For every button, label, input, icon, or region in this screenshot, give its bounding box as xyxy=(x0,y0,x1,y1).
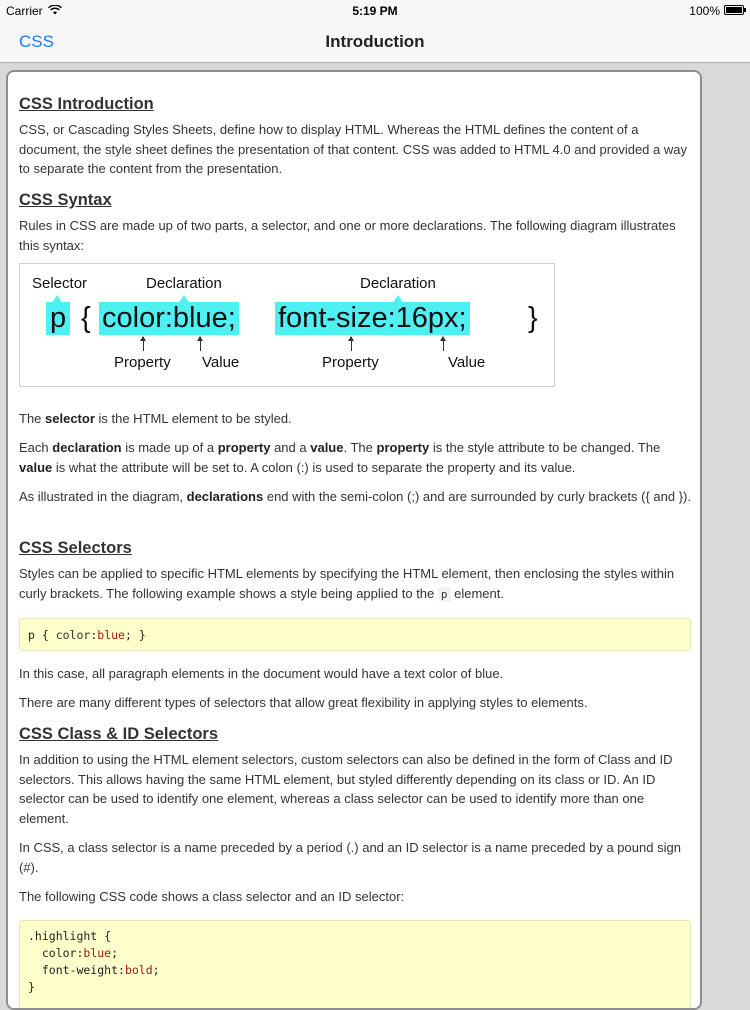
heading-css-selectors: CSS Selectors xyxy=(19,539,132,557)
code-line: color:blue; xyxy=(28,946,119,960)
intro-paragraph: CSS, or Cascading Styles Sheets, define how to display HTML. Whereas the HTML defines the content of a document, the style sheet defines the presentation of that content. CSS was added to HTML 4.0 and provided a way to separate the content from the presentation. xyxy=(19,122,687,176)
code-block-class-selector[interactable] xyxy=(19,920,691,1010)
syntax-paragraph: Rules in CSS are made up of two parts, a selector, and one or more declarations. The following diagram illustrates this syntax: xyxy=(19,218,676,253)
selectors-paragraph: Styles can be applied to specific HTML elements by specifying the HTML element, then enclosing the styles within curly brackets. The following example shows a style being applied to the p element. xyxy=(19,566,675,601)
classid-paragraph-3: The following CSS code shows a class selector and an ID selector: xyxy=(19,889,405,904)
selector-definition: The selector is the HTML element to be styled. xyxy=(19,411,292,426)
property-pointer-1 xyxy=(143,337,144,351)
heading-class-id-selectors: CSS Class & ID Selectors xyxy=(19,725,218,743)
declarations-note: As illustrated in the diagram, declarations end with the semi-colon (;) and are surrounded by curly brackets ({ and }). xyxy=(19,489,692,504)
value-pointer-1 xyxy=(200,337,201,351)
code-line: } xyxy=(28,980,35,994)
carrier-label: Carrier xyxy=(6,4,43,18)
inline-code-p: p xyxy=(438,587,451,602)
syntax-diagram xyxy=(19,263,555,387)
back-button[interactable]: CSS xyxy=(19,32,54,51)
classid-paragraph-1: In addition to using the HTML element selectors, custom selectors can also be defined in the form of Class and ID selectors. This allows having the same HTML element, but styled differently depending on its class or ID. An ID selector can be used to identify one element, whereas a class selector can be used to identify more than one element. xyxy=(19,752,673,826)
content-card[interactable] xyxy=(6,70,702,1010)
diagram-property-label-2: Property xyxy=(322,354,379,371)
code-block-selector-example[interactable] xyxy=(19,618,691,651)
page-title: Introduction xyxy=(325,32,425,51)
selectors-note-1: In this case, all paragraph elements in the document would have a text color of blue. xyxy=(19,666,504,681)
heading-css-syntax: CSS Syntax xyxy=(19,191,112,209)
code-line: font-weight:bold; xyxy=(28,963,160,977)
diagram-declaration-label-2: Declaration xyxy=(360,275,436,292)
diagram-selector-label: Selector xyxy=(32,275,88,292)
battery-icon xyxy=(724,5,744,15)
navigation-bar xyxy=(0,22,750,63)
diagram-value-label-1: Value xyxy=(202,354,240,371)
diagram-value-label-2: Value xyxy=(448,354,486,371)
code-line: .highlight { xyxy=(28,929,112,943)
diagram-open-brace: { xyxy=(81,302,91,334)
property-pointer-2 xyxy=(351,337,352,351)
heading-css-introduction: CSS Introduction xyxy=(19,95,154,113)
diagram-declaration-2: font-size:16px; xyxy=(275,302,470,335)
declaration-definition: Each declaration is made up of a property and a value. The property is the style attribute to be changed. The value is what the attribute will be set to. A colon (:) is used to separate the property and its value. xyxy=(19,440,661,475)
diagram-property-label-1: Property xyxy=(114,354,171,371)
value-pointer-2 xyxy=(443,337,444,351)
status-time: 5:19 PM xyxy=(352,4,398,18)
status-bar xyxy=(0,0,750,22)
diagram-close-brace: } xyxy=(528,302,538,334)
code-line: p { color:blue; } xyxy=(28,628,146,642)
diagram-declaration-1: color:blue; xyxy=(99,302,239,335)
classid-paragraph-2: In CSS, a class selector is a name preceded by a period (.) and an ID selector is a name preceded by a pound sign (#). xyxy=(19,840,681,875)
diagram-selector: p xyxy=(46,302,70,335)
diagram-declaration-label-1: Declaration xyxy=(146,275,222,292)
battery-percent: 100% xyxy=(689,4,720,18)
selectors-note-2: There are many different types of selectors that allow great flexibility in applying styles to elements. xyxy=(19,695,588,710)
